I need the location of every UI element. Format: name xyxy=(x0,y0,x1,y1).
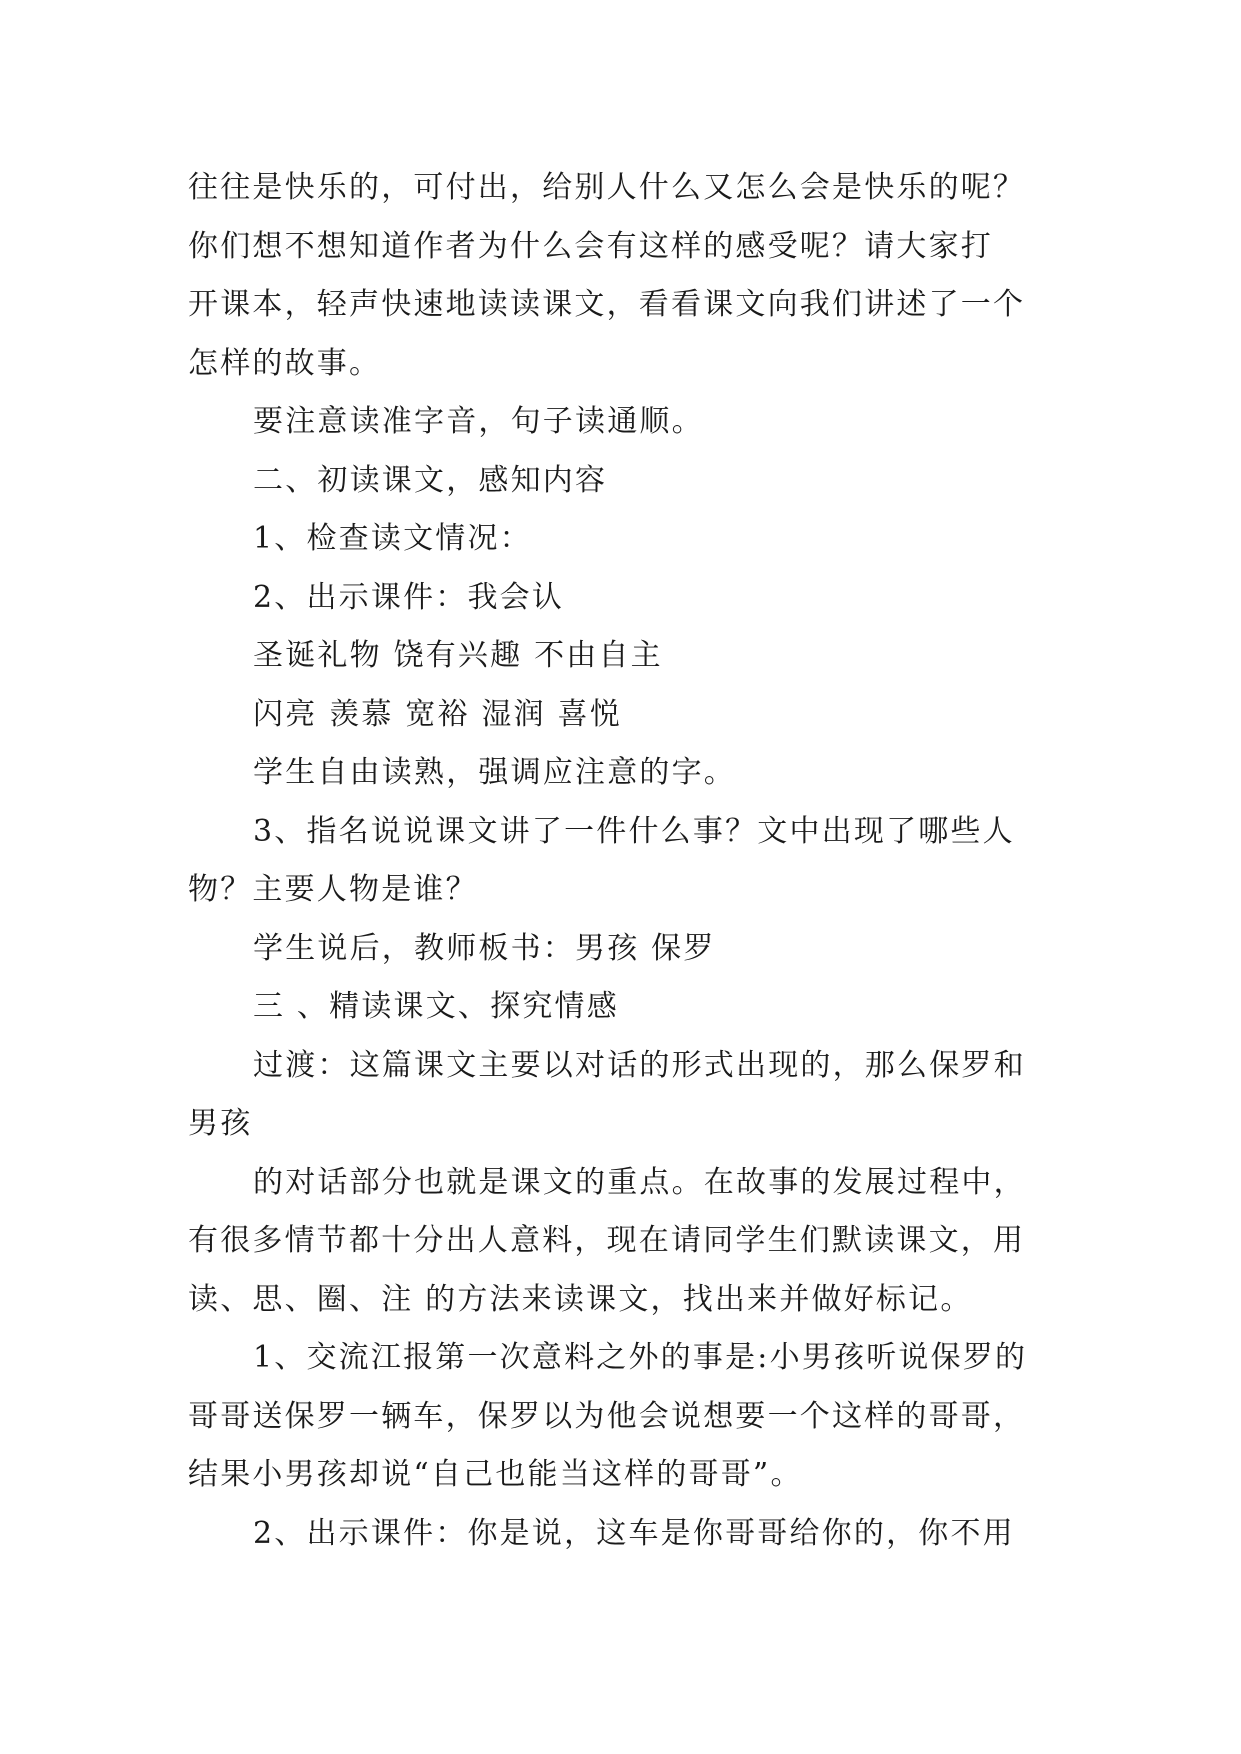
text-line: 哥哥送保罗一辆车，保罗以为他会说想要一个这样的哥哥， xyxy=(188,1398,1026,1434)
text-line: 开课本，轻声快速地读读课文，看看课文向我们讲述了一个 xyxy=(188,287,1026,322)
text-line: 学生自由读熟，强调应注意的字。 xyxy=(253,755,736,790)
text-line: 怎样的故事。 xyxy=(188,345,382,381)
text-line: 1、交流江报第一次意料之外的事是:小男孩听说保罗的 xyxy=(253,1340,1028,1375)
text-line: 有很多情节都十分出人意料，现在请同学生们默读课文，用 xyxy=(188,1223,1026,1258)
text-line: 男孩 xyxy=(188,1106,253,1141)
text-line: 2、出示课件：你是说，这车是你哥哥给你的，你不用 xyxy=(253,1515,1015,1551)
text-line: 学生说后，教师板书：男孩 保罗 xyxy=(253,930,716,966)
text-line: 1、检查读文情况： xyxy=(253,521,532,556)
text-line: 要注意读准字音，句子读通顺。 xyxy=(253,404,704,439)
text-line: 你们想不想知道作者为什么会有这样的感受呢？请大家打 xyxy=(188,228,993,264)
text-line: 往往是快乐的，可付出，给别人什么又怎么会是快乐的呢？ xyxy=(188,170,1026,205)
text-line: 三 、精读课文、探究情感 xyxy=(253,989,619,1024)
text-line: 物？主要人物是谁？ xyxy=(188,872,478,907)
text-line: 圣诞礼物 饶有兴趣 不由自主 xyxy=(253,638,663,673)
body-text xyxy=(188,159,1068,1563)
text-line: 的对话部分也就是课文的重点。在故事的发展过程中， xyxy=(253,1164,1026,1200)
text-line: 2、出示课件：我会认 xyxy=(253,579,565,615)
text-line: 结果小男孩却说“自己也能当这样的哥哥”。 xyxy=(188,1457,803,1492)
text-line: 过渡：这篇课文主要以对话的形式出现的，那么保罗和 xyxy=(253,1047,1026,1083)
text-line: 读、思、圈、注 的方法来读课文，找出来并做好标记。 xyxy=(188,1281,973,1317)
text-line: 闪亮 羡慕 宽裕 湿润 喜悦 xyxy=(253,696,622,732)
text-line: 3、指名说说课文讲了一件什么事？文中出现了哪些人 xyxy=(253,813,1015,849)
text-line: 二、初读课文，感知内容 xyxy=(253,462,608,498)
